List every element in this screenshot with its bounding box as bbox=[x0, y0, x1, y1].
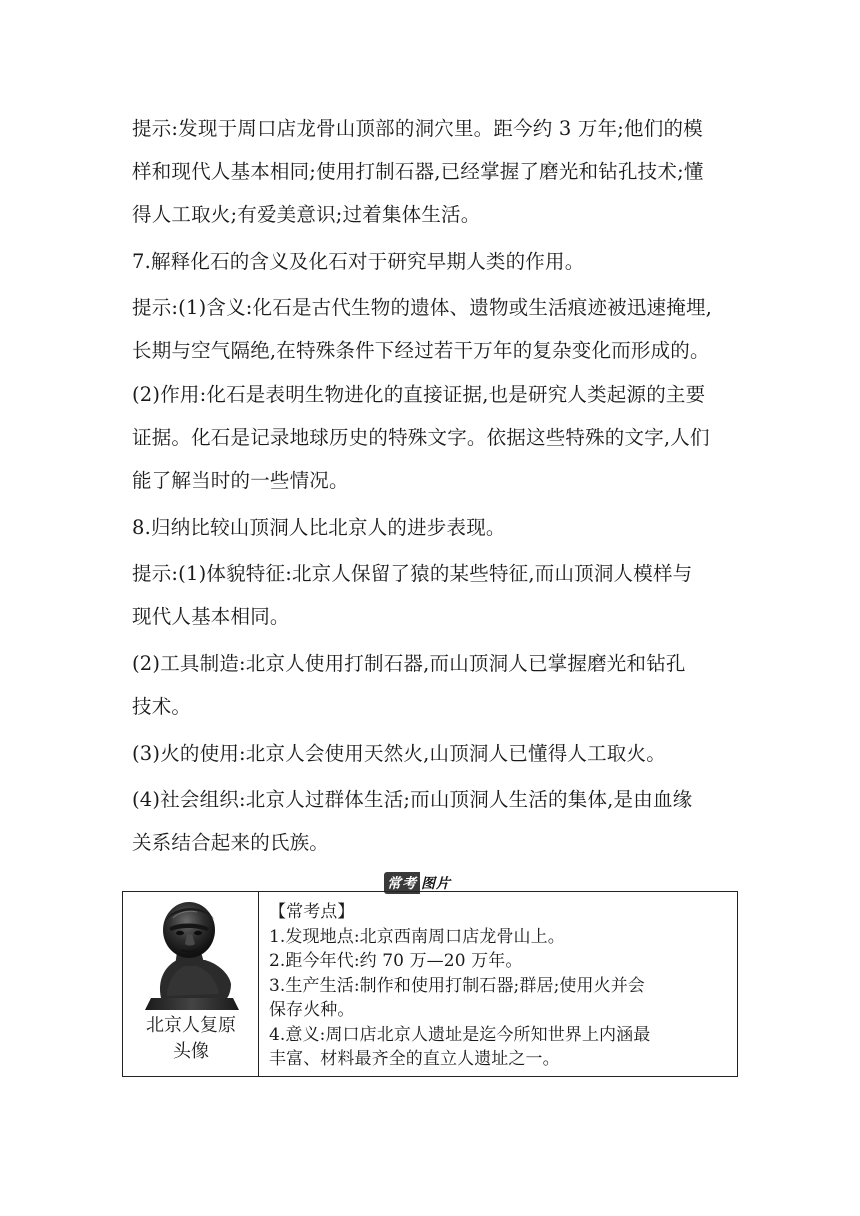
key-point: 1.发现地点:北京西南周口店龙骨山上。 bbox=[269, 926, 565, 947]
text-line: 能了解当时的一些情况。 bbox=[132, 469, 349, 492]
text-line: 样和现代人基本相同;使用打制石器,已经掌握了磨光和钻孔技术;懂 bbox=[132, 160, 704, 183]
info-table bbox=[122, 891, 738, 1077]
key-point: 保存火种。 bbox=[269, 1000, 355, 1020]
text-line: (2)工具制造:北京人使用打制石器,而山顶洞人已掌握磨光和钻孔 bbox=[132, 652, 686, 675]
text-line: 关系结合起来的氏族。 bbox=[132, 831, 330, 854]
section-badge: 常考 bbox=[384, 872, 420, 894]
text-line: 证据。化石是记录地球历史的特殊文字。依据这些特殊的文字,人们 bbox=[132, 426, 710, 449]
text-line: 提示:(1)含义:化石是古代生物的遗体、遗物或生活痕迹被迅速掩埋, bbox=[132, 296, 713, 319]
text-line: 长期与空气隔绝,在特殊条件下经过若干万年的复杂变化而形成的。 bbox=[132, 339, 710, 362]
text-line: 技术。 bbox=[132, 695, 192, 718]
image-cell bbox=[123, 892, 259, 1076]
text-line: 提示:(1)体貌特征:北京人保留了猿的某些特征,而山顶洞人模样与 bbox=[132, 562, 693, 585]
text-line: 提示:发现于周口店龙骨山顶部的洞穴里。距今约 3 万年;他们的模 bbox=[132, 117, 703, 140]
question-7: 7.解释化石的含义及化石对于研究早期人类的作用。 bbox=[132, 250, 585, 273]
text-line: (4)社会组织:北京人过群体生活;而山顶洞人生活的集体,是由血缘 bbox=[132, 788, 693, 811]
key-points-heading: 【常考点】 bbox=[269, 902, 355, 922]
key-point: 丰富、材料最齐全的直立人遗址之一。 bbox=[269, 1049, 560, 1069]
key-point: 4.意义:周口店北京人遗址是迄今所知世界上内涵最 bbox=[269, 1024, 651, 1045]
key-point: 2.距今年代:约 70 万—20 万年。 bbox=[269, 951, 523, 971]
text-line: 现代人基本相同。 bbox=[132, 605, 290, 628]
peking-man-bust-image bbox=[137, 900, 245, 1012]
image-caption-line1: 北京人复原 bbox=[146, 1015, 236, 1036]
key-point: 3.生产生活:制作和使用打制石器;群居;使用火并会 bbox=[269, 975, 645, 996]
section-label: 图片 bbox=[421, 876, 451, 892]
image-caption-line2: 头像 bbox=[173, 1041, 209, 1062]
text-line: 得人工取火;有爱美意识;过着集体生活。 bbox=[132, 203, 481, 226]
question-8: 8.归纳比较山顶洞人比北京人的进步表现。 bbox=[132, 516, 506, 539]
text-line: (2)作用:化石是表明生物进化的直接证据,也是研究人类起源的主要 bbox=[132, 383, 706, 406]
key-points-cell bbox=[259, 892, 737, 1076]
text-line: (3)火的使用:北京人会使用天然火,山顶洞人已懂得人工取火。 bbox=[132, 742, 666, 765]
